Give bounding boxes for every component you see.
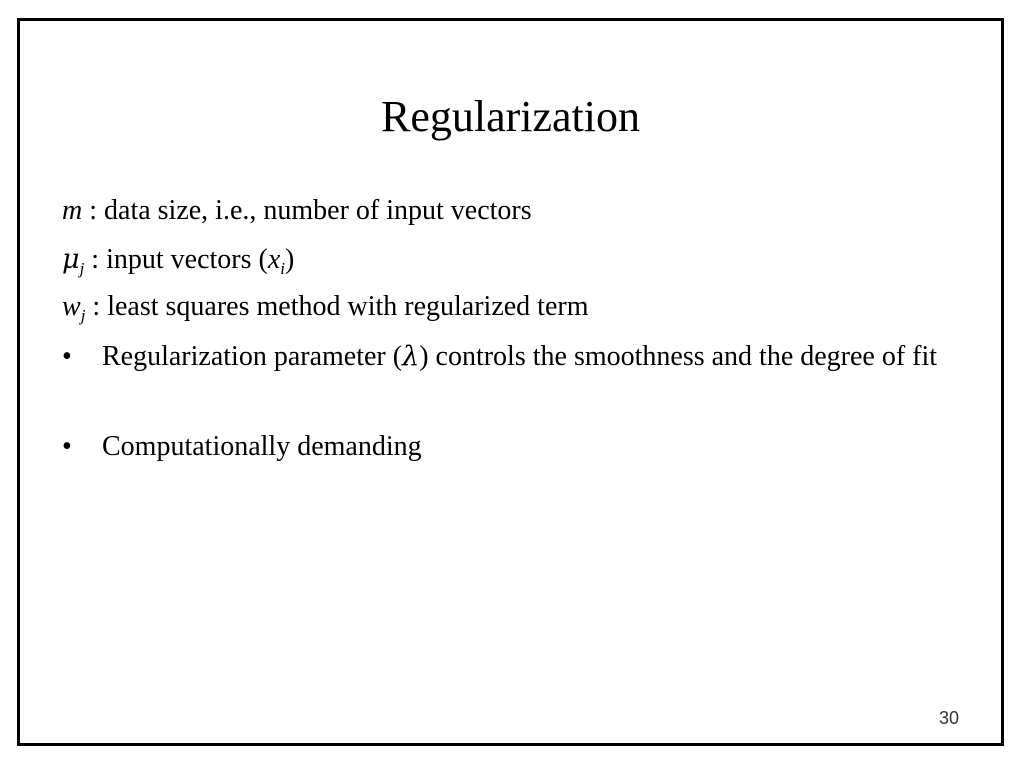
symbol-mu-subscript: j (79, 259, 85, 278)
page-number: 30 (938, 708, 959, 728)
symbol-w-subscript: j (80, 306, 86, 325)
slide-title: Regularization (380, 92, 640, 141)
definition-mu-text: : input vectors ( (84, 244, 268, 275)
bullet-marker: • (62, 341, 72, 372)
definition-m-text: : data size, i.e., number of input vectors (82, 195, 532, 226)
bullet-text-end: ) controls the smoothness and the degree of fit (419, 341, 938, 372)
bullet-text: Computationally demanding (102, 431, 422, 462)
symbol-w: w (62, 291, 81, 322)
bullet-marker: • (62, 431, 72, 462)
bullet-text-start: Regularization parameter ( (102, 341, 403, 372)
definition-w (62, 287, 588, 327)
bullet-regularization-parameter (62, 337, 962, 377)
symbol-x-subscript: i (280, 259, 285, 278)
definition-mu-text-end: ) (285, 244, 295, 275)
slide (17, 18, 1004, 746)
symbol-lambda: λ (402, 341, 420, 372)
bullet-computationally-demanding (62, 427, 962, 467)
symbol-x: x (267, 244, 281, 275)
definition-mu (62, 240, 294, 280)
definition-m (62, 191, 532, 231)
symbol-mu: μ (62, 244, 80, 275)
bullet-text (102, 337, 962, 377)
symbol-m: m (62, 195, 83, 226)
definition-w-text: : least squares method with regularized term (85, 291, 589, 322)
